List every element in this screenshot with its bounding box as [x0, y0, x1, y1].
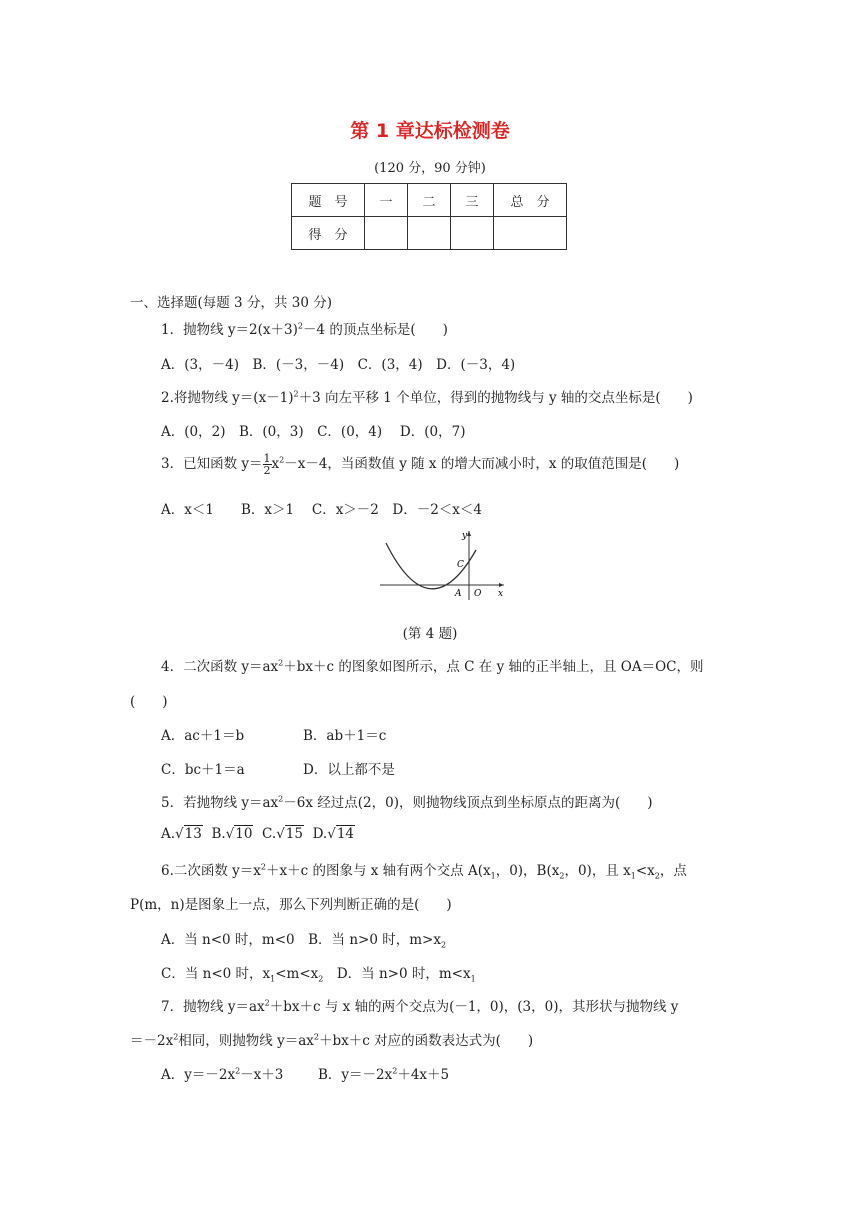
- question-4-stem: 4．二次函数 $y=ax^2+bx+c$ 的图象如图所示，点 C 在 y 轴的正半轴上，且 OA＝OC，则: [161, 658, 704, 675]
- score-cell-part2: 二: [408, 184, 451, 217]
- question-5-options: A.√13 B.√10 C.√15 D.√14: [161, 826, 355, 842]
- question-3-stem: 3．已知函数 y＝ $\frac{1}{2}$ $x^2-x-4$，当函数值 y 随 x 的增大而减小时，x 的取值范围是( ): [161, 452, 680, 477]
- y-axis-arrow: [467, 531, 471, 536]
- x-axis-arrow: [499, 583, 504, 587]
- page-title: 第 1 章达标检测卷: [350, 120, 510, 142]
- score-table-header-row: [292, 184, 567, 217]
- question-4-option-a: A．ac＋1＝b: [161, 728, 245, 744]
- question-7-option-b: B．$y=-2x^2+4x+5$: [318, 1066, 450, 1083]
- question-4-option-d: D．以上都不是: [303, 762, 395, 778]
- score-blank-1[interactable]: [365, 217, 408, 250]
- question-2-stem: 2.将抛物线 $y=(x-1)^2+3$ 向左平移 1 个单位，得到的抛物线与 y 轴的交点坐标是( ): [161, 389, 693, 406]
- question-5-stem: 5．若抛物线 $y=ax^2-6x$ 经过点(2，0)，则抛物线顶点到坐标原点的距离为( ): [161, 794, 653, 811]
- question-4-option-b: B．ab＋1＝c: [303, 728, 387, 744]
- question-4-bracket: ( ): [130, 694, 168, 710]
- question-6-stem: 6.二次函数 $y=x^2+x+c$ 的图象与 x 轴有两个交点 $A(x_1$，0)，$B(x_2$，0)，且 $x_1<x_2$，点: [161, 862, 687, 881]
- score-table: [291, 183, 567, 250]
- point-c-label: C: [457, 560, 464, 570]
- figure-caption: (第 4 题): [402, 626, 458, 642]
- section-heading: 一、选择题(每题 3 分，共 30 分): [130, 295, 332, 311]
- score-blank-3[interactable]: [451, 217, 494, 250]
- point-a-label: A: [455, 589, 462, 599]
- score-cell-part3: 三: [451, 184, 494, 217]
- question-7-option-a: A．$y=-2x^2-x+3$: [161, 1066, 284, 1083]
- score-cell-label: 题 号: [292, 184, 365, 217]
- question-6-stem-line2: P(m，n)是图象上一点，那么下列判断正确的是( ): [130, 897, 452, 913]
- question-1-options: A．(3，－4) B．(－3，－4) C．(3，4) D．(－3，4): [161, 357, 516, 373]
- origin-label: O: [474, 589, 482, 599]
- question-6-options-row1: A．当 n<0 时，m<0 B．当 n>0 时，$m>x_2$: [161, 932, 447, 950]
- exam-subtitle: (120 分，90 分钟): [374, 161, 486, 176]
- question-7-stem: 7．抛物线 $y=ax^2+bx+c$ 与 x 轴的两个交点为(－1，0)，(3，0)，其形状与抛物线 y: [161, 998, 679, 1015]
- score-table-score-row: [292, 217, 567, 250]
- score-blank-2[interactable]: [408, 217, 451, 250]
- score-cell-part1: 一: [365, 184, 408, 217]
- x-axis-label: x: [498, 589, 504, 599]
- question-1-stem: 1．抛物线 $y=2(x+3)^2-4$ 的顶点坐标是( ): [161, 321, 448, 338]
- question-3-options: A．x＜1 B．x＞1 C．x＞－2 D．－2＜x＜4: [161, 502, 483, 518]
- score-row-label: 得 分: [292, 217, 365, 250]
- question-2-options: A．(0，2) B．(0，3) C．(0，4) D．(0，7): [161, 424, 466, 440]
- y-axis-label: y: [462, 531, 468, 541]
- question-6-options-row2: C．当 n<0 时，$x_1<m<x_2$ D．当 n>0 时，$m<x_1$: [161, 966, 476, 984]
- score-cell-total: 总 分: [494, 184, 567, 217]
- question-7-stem-line2: $=-2x^2$相同，则抛物线 $y=ax^2+bx+c$ 对应的函数表达式为( ): [130, 1032, 534, 1049]
- fraction-one-half: $\frac{1}{2}$: [263, 452, 271, 477]
- score-blank-total[interactable]: [494, 217, 567, 250]
- question-4-option-c: C．bc＋1＝a: [161, 762, 245, 778]
- parabola-figure: [378, 528, 508, 603]
